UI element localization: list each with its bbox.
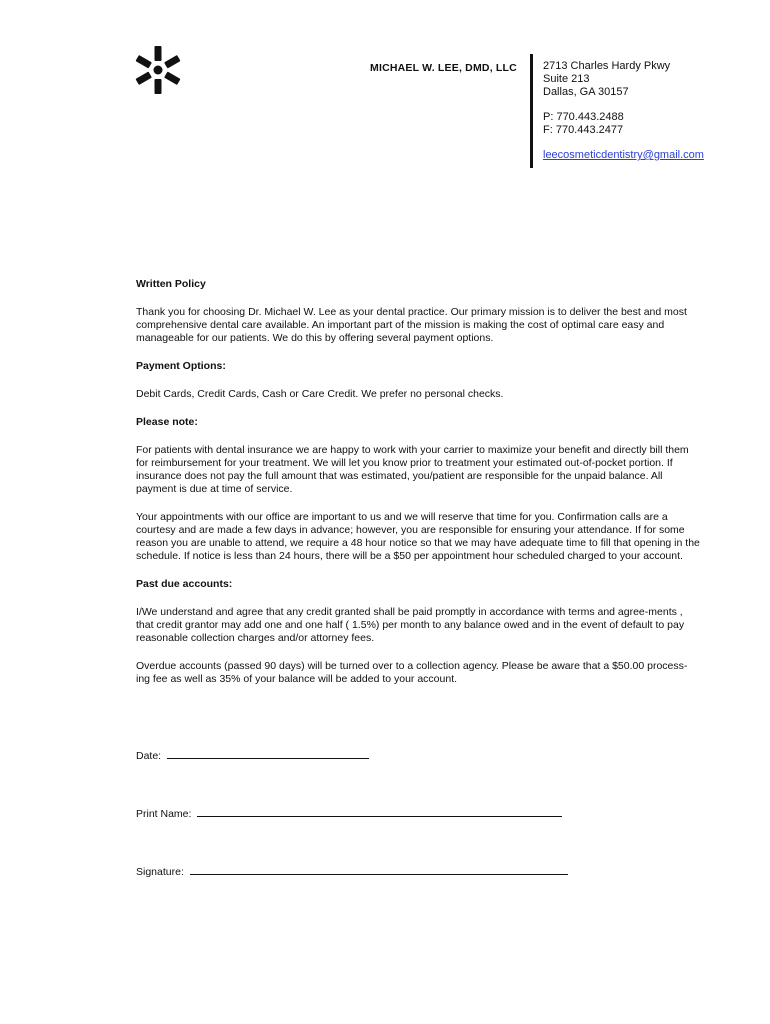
fax-number: F: 770.443.2477 — [543, 124, 624, 136]
intro-paragraph: Thank you for choosing Dr. Michael W. Lee as your dental practice. Our primary mission is to deliver the best and most comprehensive dental care available. An important part of the mission is making the cost of optimal care easy and manageable for our patients. We do this by offering several payment options. — [136, 306, 687, 344]
credit-terms-paragraph: I/We understand and agree that any credit granted shall be paid promptly in accordance with terms and agree-ments , that credit grantor may add one and one half ( 1.5%) per month to any balance owed and in the event of default to pay reasonable collection charges and/or attorney fees. — [136, 606, 685, 644]
email-link[interactable]: leecosmeticdentistry@gmail.com — [543, 149, 704, 161]
payment-options-heading: Payment Options: — [136, 360, 226, 372]
policy-title: Written Policy — [136, 278, 206, 290]
signature-field[interactable] — [190, 864, 568, 875]
asterisk-logo-icon — [132, 44, 184, 96]
please-note-heading: Please note: — [136, 416, 198, 428]
print-name-line — [136, 806, 562, 820]
signature-line — [136, 864, 568, 878]
contact-block — [543, 60, 704, 162]
address-line-street: 2713 Charles Hardy Pkwy — [543, 60, 671, 72]
appointment-paragraph: Your appointments with our office are important to us and we will reserve that time for you. Confirmation calls are a courtesy and are made a few days in advance; however, you are responsible for ensuring your attendance. If for some reason you are unable to attend, we require a 48 hour notice so that we may have adequate time to fill that opening in the schedule. If notice is less than 24 hours, there will be a $50 per appointment hour scheduled charged to your account. — [136, 511, 700, 562]
insurance-paragraph: For patients with dental insurance we are happy to work with your carrier to maximize your benefit and directly bill them for reimbursement for your treatment. We will let you know prior to treatment your estimated out-of-pocket portion. If insurance does not pay the full amount that was estimated, you/patient are responsible for the unpaid balance. All payment is due at time of service. — [136, 444, 689, 495]
date-label: Date: — [136, 750, 162, 762]
overdue-paragraph: Overdue accounts (passed 90 days) will be turned over to a collection agency. Please be aware that a $50.00 process- ing fee as well as 35% of your balance will be added to your account. — [136, 660, 688, 685]
payment-options-paragraph: Debit Cards, Credit Cards, Cash or Care Credit. We prefer no personal checks. — [136, 388, 504, 400]
practice-name: MICHAEL W. LEE, DMD, LLC — [370, 62, 517, 74]
phone-number: P: 770.443.2488 — [543, 111, 624, 123]
date-field[interactable] — [167, 748, 369, 759]
past-due-heading: Past due accounts: — [136, 578, 233, 590]
print-name-label: Print Name: — [136, 808, 192, 820]
date-line — [136, 748, 369, 762]
policy-body — [136, 278, 702, 701]
address-line-city: Dallas, GA 30157 — [543, 86, 629, 98]
address-line-suite: Suite 213 — [543, 73, 590, 85]
signature-label: Signature: — [136, 866, 184, 878]
header-divider — [530, 54, 533, 168]
print-name-field[interactable] — [197, 806, 562, 817]
